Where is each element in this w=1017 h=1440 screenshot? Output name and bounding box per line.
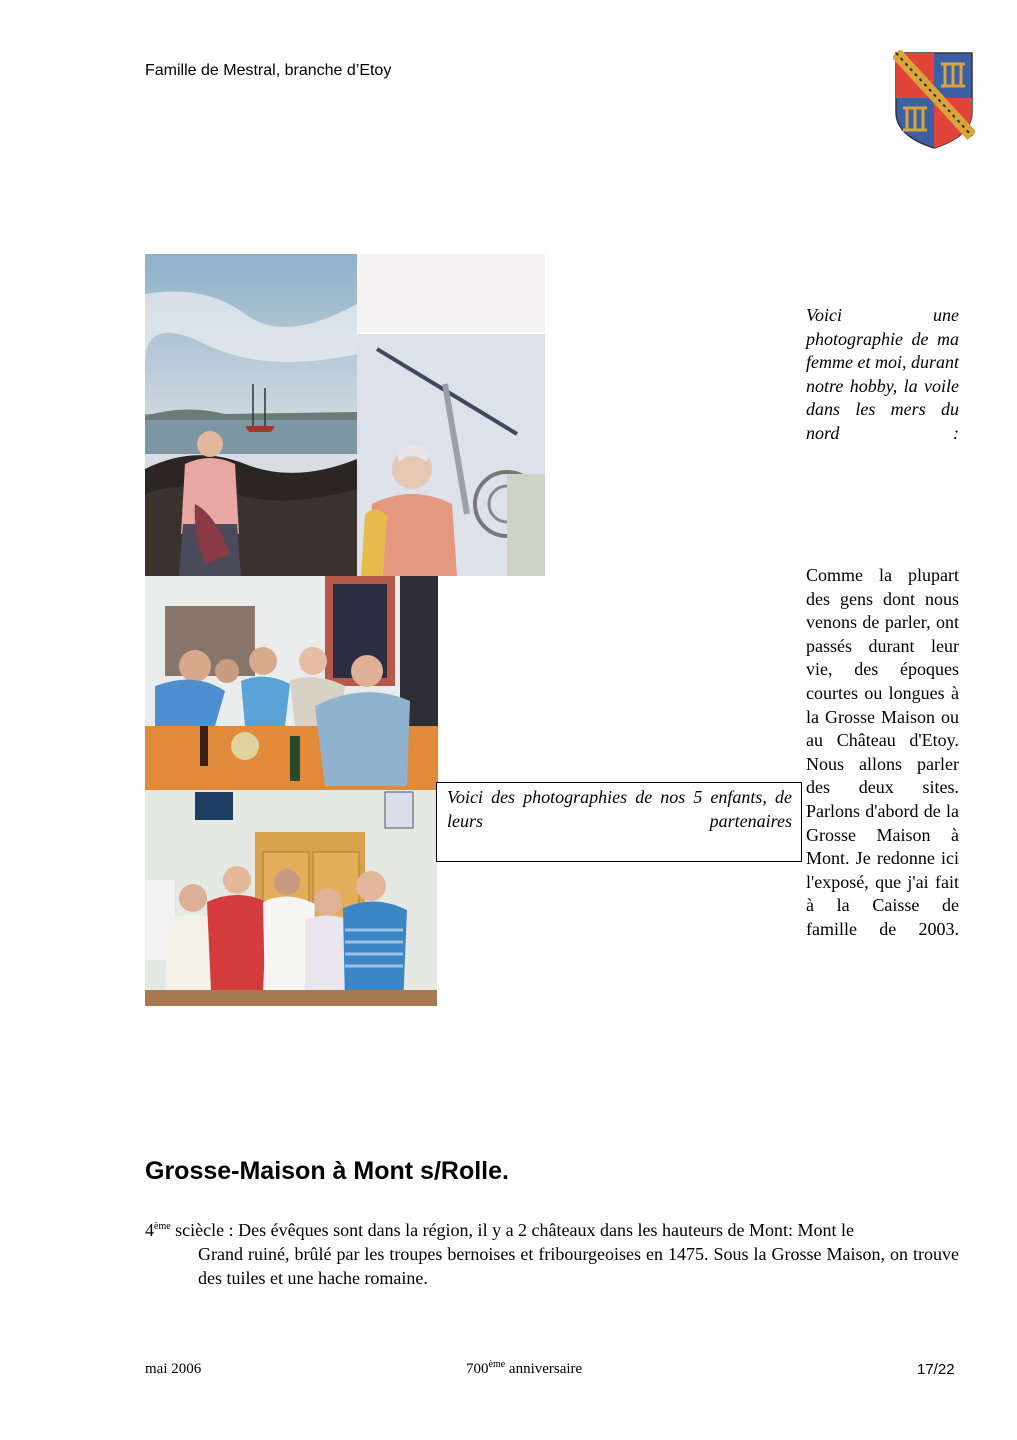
children-photos-caption: Voici des photographies de nos 5 enfants, de leurs partenaires — [447, 787, 792, 831]
history-entry-first-line: sciècle : Des évêques sont dans la région, il y a 2 châteaux dans les hauteurs de Mont: Mont le — [170, 1220, 854, 1240]
footer-anniversary-suffix: ème — [488, 1359, 506, 1370]
coat-of-arms-icon — [893, 50, 975, 150]
history-entry-continuation: Grand ruiné, brûlé par les troupes bernoises et fribourgeoises en 1475. Sous la Grosse Maison, on trouve des tuiles et une hache romaine. — [198, 1244, 959, 1288]
section-title: Grosse-Maison à Mont s/Rolle. — [145, 1157, 509, 1185]
page-header-title: Famille de Mestral, branche d’Etoy — [145, 62, 392, 79]
photo-woman-sailing — [357, 254, 545, 576]
history-entry — [145, 1218, 959, 1290]
footer-date: mai 2006 — [145, 1361, 202, 1377]
footer-anniversary — [466, 1361, 582, 1378]
sailing-photo-caption: Voici une photographie de ma femme et moi, durant notre hobby, la voile dans les mers du nord : — [806, 305, 959, 443]
photo-man-on-rocks — [145, 254, 357, 576]
footer-anniversary-number: 700 — [466, 1361, 489, 1377]
children-photos-caption-box — [436, 782, 802, 862]
history-entry-century-suffix: ème — [154, 1221, 171, 1232]
footer-anniversary-text: anniversaire — [505, 1361, 583, 1377]
intro-paragraph: Comme la plupart des gens dont nous venons de parler, ont passés durant leur vie, des époques courtes ou longues à la Grosse Maison ou au Château d'Etoy. Nous allons parler des deux sites. Parlons d'abord de la Grosse Maison à Mont. Je redonne ici l'exposé, que j'ai fait à la Caisse de famille de 2003. — [806, 565, 959, 939]
history-entry-century: 4 — [145, 1220, 154, 1240]
photo-group-of-five — [145, 790, 437, 1006]
footer-page-number: 17/22 — [917, 1361, 955, 1378]
photo-dinner-table — [145, 576, 438, 791]
